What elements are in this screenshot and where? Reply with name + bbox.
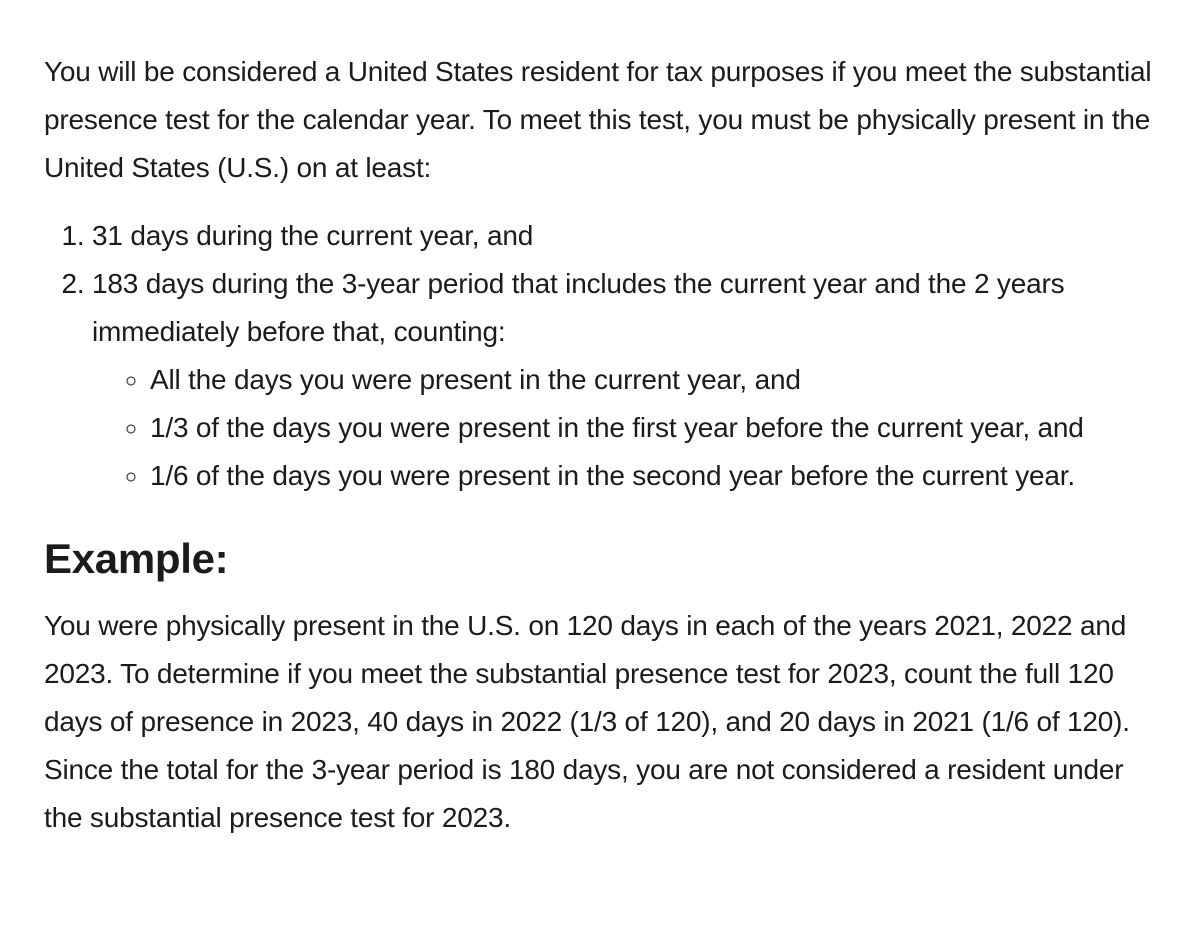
counting-sublist [92, 356, 1152, 500]
condition-text: 31 days during the current year, and [92, 220, 534, 251]
condition-item-1 [92, 212, 1152, 260]
condition-item-2 [92, 260, 1152, 500]
sub-item-second-year-before: ◦ 1/6 of the days you were present in the second year before the current year. [150, 452, 1152, 500]
conditions-list [44, 212, 1152, 500]
sub-item-current-year: ◦ All the days you were present in the current year, and [150, 356, 1152, 404]
example-heading: Example: [44, 535, 229, 582]
example-paragraph: You were physically present in the U.S. on 120 days in each of the years 2021, 2022 and 2023. To determine if you meet the substantial presence test for 2023, count the full 120 days of presence in 2023, 40 days in 2022 (1/3 of 120), and 20 days in 2021 (1/6 of 120). Since the total for the 3-year period is 180 days, you are not considered a resident under the substantial presence test for 2023. [44, 610, 1130, 833]
condition-text: 183 days during the 3-year period that includes the current year and the 2 years immediately before that, counting: [92, 268, 1065, 347]
intro-paragraph: You will be considered a United States resident for tax purposes if you meet the substantial presence test for the calendar year. To meet this test, you must be physically present in the United States (U.S.) on at least: [44, 56, 1152, 183]
sub-item-first-year-before: ◦ 1/3 of the days you were present in the first year before the current year, and [150, 404, 1152, 452]
